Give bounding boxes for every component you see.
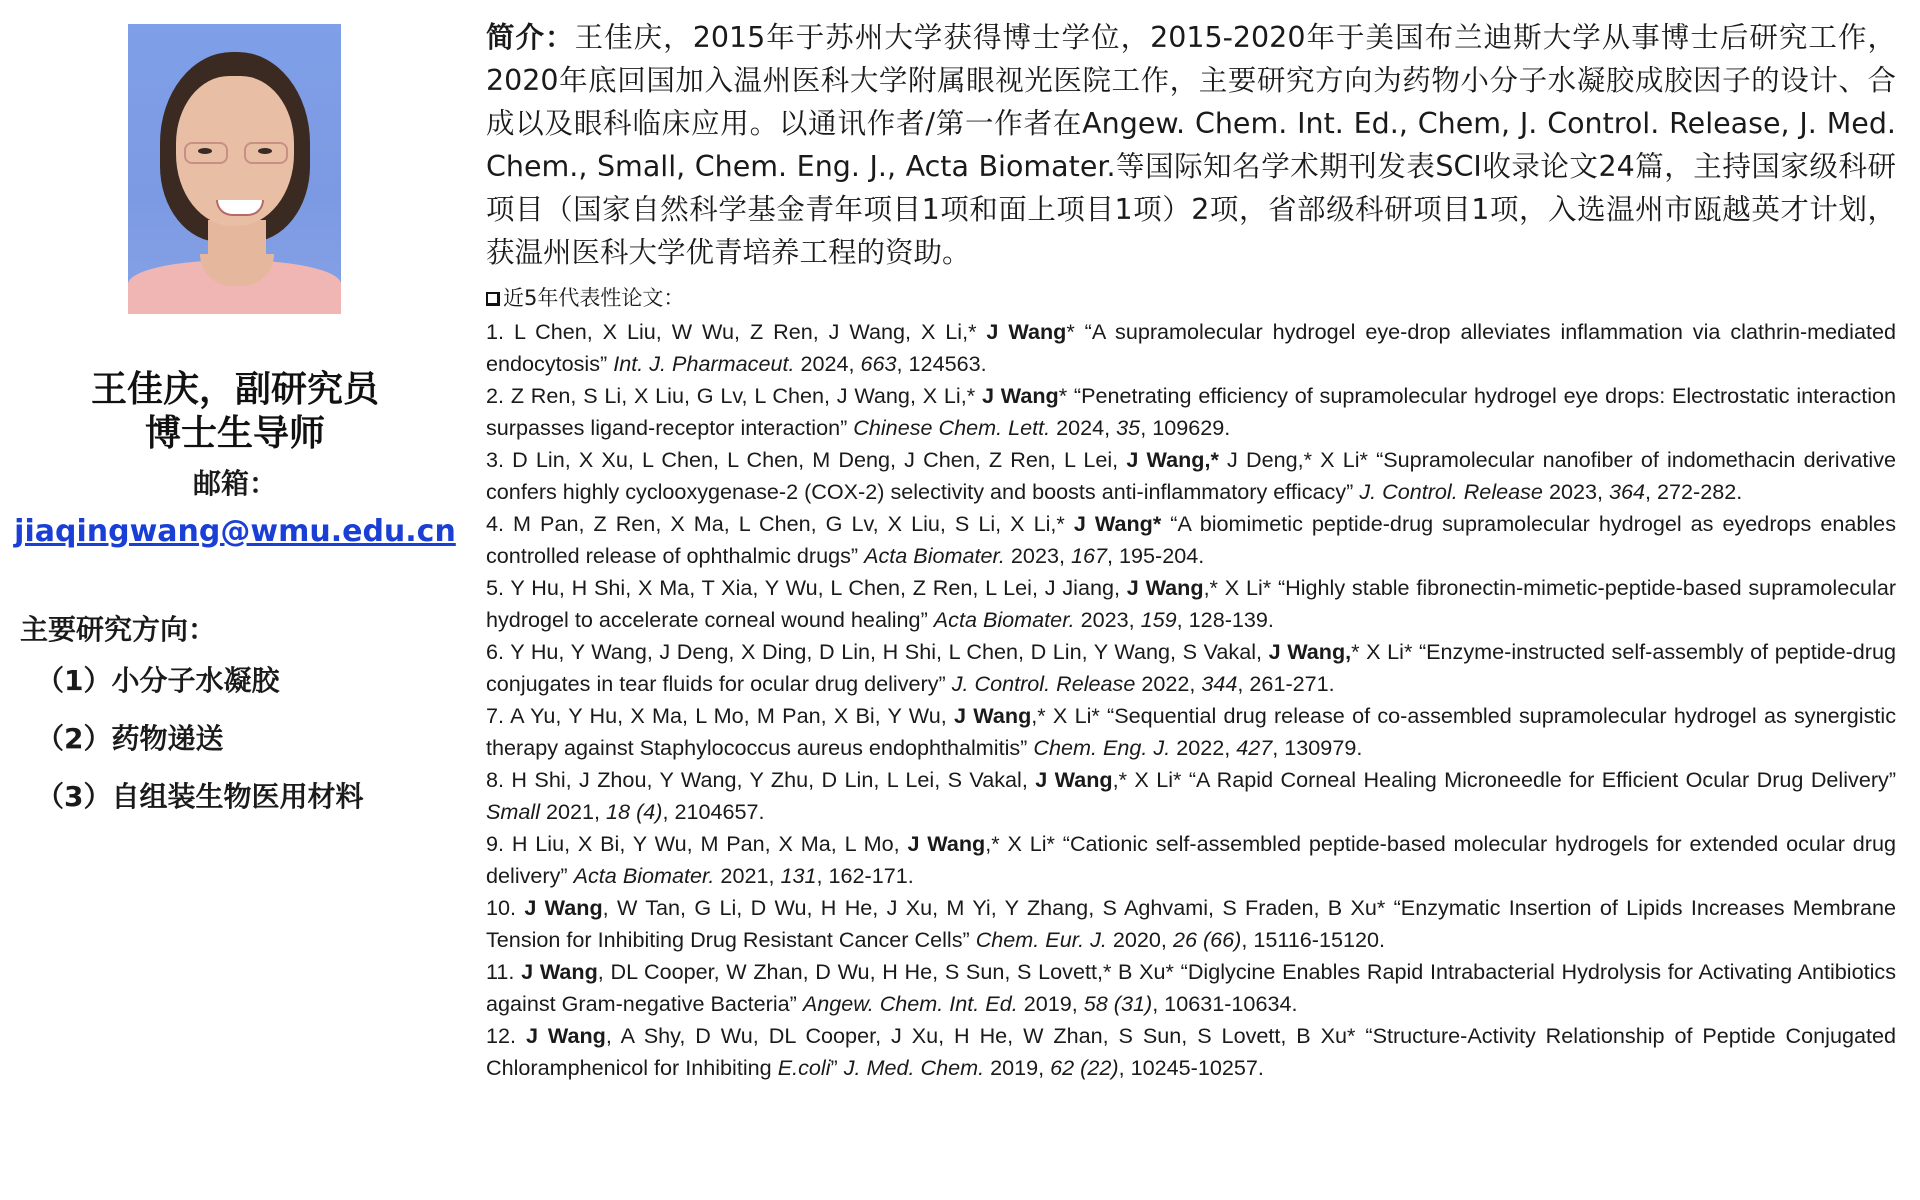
publication-item: 4. M Pan, Z Ren, X Ma, L Chen, G Lv, X Liu, S Li, X Li,* J Wang* “A biomimetic peptide-drug supramolecular hydrogel as eyedrops enables controlled release of ophthalmic drugs” Acta Biomater. 2023, 167, 195-204.	[486, 511, 1896, 568]
publication-item: 11. J Wang, DL Cooper, W Zhan, D Wu, H He, S Sun, S Lovett,* B Xu* “Diglycine Enables Rapid Intrabacterial Hydrolysis for Activating Antibiotics against Gram-negative Bacteria” Angew. Chem. Int. Ed. 2019, 58 (31), 10631-10634.	[486, 959, 1896, 1016]
publication-item: 6. Y Hu, Y Wang, J Deng, X Ding, D Lin, H Shi, L Chen, D Lin, Y Wang, S Vakal, J Wang,* X Li* “Enzyme-instructed self-assembly of peptide-drug conjugates in tear fluids for ocular drug delivery” J. Control. Release 2022, 344, 261-271.	[486, 639, 1896, 696]
bio-paragraph	[486, 16, 1896, 274]
photo-eye	[198, 148, 212, 154]
publication-item: 2. Z Ren, S Li, X Liu, G Lv, L Chen, J Wang, X Li,* J Wang* “Penetrating efficiency of supramolecular hydrogel eye drops: Electrostatic interaction surpasses ligand-receptor interaction” Chinese Chem. Lett. 2024, 35, 109629.	[486, 383, 1897, 440]
photo-eye	[258, 148, 272, 154]
email-link[interactable]: jiaqingwang@wmu.edu.cn	[14, 514, 456, 549]
publication-list	[486, 316, 1896, 1084]
checkbox-bullet-icon	[486, 292, 500, 306]
publications-heading	[486, 282, 1896, 314]
portrait-photo	[128, 24, 341, 314]
publication-item: 12. J Wang, A Shy, D Wu, DL Cooper, J Xu, H He, W Zhan, S Sun, S Lovett, B Xu* “Structure-Activity Relationship of Peptide Conjugated Chloramphenicol for Inhibiting E.coli” J. Med. Chem. 2019, 62 (22), 10245-10257.	[486, 1023, 1896, 1080]
publication-item: 9. H Liu, X Bi, Y Wu, M Pan, X Ma, L Mo, J Wang,* X Li* “Cationic self-assembled peptide-based molecular hydrogels for extended ocular drug delivery” Acta Biomater. 2021, 131, 162-171.	[486, 831, 1896, 888]
publication-item: 8. H Shi, J Zhou, Y Wang, Y Zhu, D Lin, L Lei, S Vakal, J Wang,* X Li* “A Rapid Corneal Healing Microneedle for Efficient Ocular Drug Delivery” Small 2021, 18 (4), 2104657.	[486, 767, 1897, 824]
bio-label: 简介：	[486, 21, 575, 54]
bio-text: 王佳庆，2015年于苏州大学获得博士学位，2015-2020年于美国布兰迪斯大学从事博士后研究工作，2020年底回国加入温州医科大学附属眼视光医院工作，主要研究方向为药物小分子水凝胶成胶因子的设计、合成以及眼科临床应用。以通讯作者/第一作者在Angew. Chem. Int. Ed., Chem, J. Control. Release, J. Med. Chem., Small, Chem. Eng. J., Acta Biomater.等国际知名学术期刊发表SCI收录论文24篇，主持国家级科研项目（国家自然科学基金青年项目1项和面上项目1项）2项，省部级科研项目1项，入选温州市瓯越英才计划，获温州医科大学优青培养工程的资助。	[486, 21, 1896, 269]
publication-item: 1. L Chen, X Liu, W Wu, Z Ren, J Wang, X Li,* J Wang* “A supramolecular hydrogel eye-drop alleviates inflammation via clathrin-mediated endocytosis” Int. J. Pharmaceut. 2024, 663, 124563.	[486, 319, 1896, 376]
person-role: 博士生导师	[144, 413, 325, 454]
research-directions	[20, 608, 470, 826]
content-panel	[486, 16, 1896, 1084]
publication-item: 7. A Yu, Y Hu, X Ma, L Mo, M Pan, X Bi, Y Wu, J Wang,* X Li* “Sequential drug release of co-assembled supramolecular hydrogel as synergistic therapy against Staphylococcus aureus endophthalmitis” Chem. Eng. J. 2022, 427, 130979.	[486, 703, 1896, 760]
publications-heading-text: 近5年代表性论文：	[503, 286, 685, 310]
email-label: 邮箱：	[192, 467, 277, 500]
research-item: （1）小分子水凝胶	[36, 664, 280, 697]
research-title: 主要研究方向：	[20, 613, 217, 646]
publication-item: 5. Y Hu, H Shi, X Ma, T Xia, Y Wu, L Chen, Z Ren, L Lei, J Jiang, J Wang,* X Li* “Highly stable fibronectin-mimetic-peptide-based supramolecular hydrogel to accelerate corneal wound healing” Acta Biomater. 2023, 159, 128-139.	[486, 575, 1897, 632]
person-name-title: 王佳庆，副研究员	[90, 369, 379, 410]
research-item: （2）药物递送	[36, 722, 224, 755]
research-item: （3）自组装生物医用材料	[36, 780, 364, 813]
profile-panel	[0, 0, 470, 1200]
name-block	[0, 368, 470, 554]
publication-item: 3. D Lin, X Xu, L Chen, L Chen, M Deng, J Chen, Z Ren, L Lei, J Wang,* J Deng,* X Li* “Supramolecular nanofiber of indomethacin derivative confers highly cyclooxygenase-2 (COX-2) selectivity and boosts anti-inflammatory efficacy” J. Control. Release 2023, 364, 272-282.	[486, 447, 1897, 504]
publication-item: 10. J Wang, W Tan, G Li, D Wu, H He, J Xu, M Yi, Y Zhang, S Aghvami, S Fraden, B Xu* “Enzymatic Insertion of Lipids Increases Membrane Tension for Inhibiting Drug Resistant Cancer Cells” Chem. Eur. J. 2020, 26 (66), 15116-15120.	[486, 895, 1897, 952]
